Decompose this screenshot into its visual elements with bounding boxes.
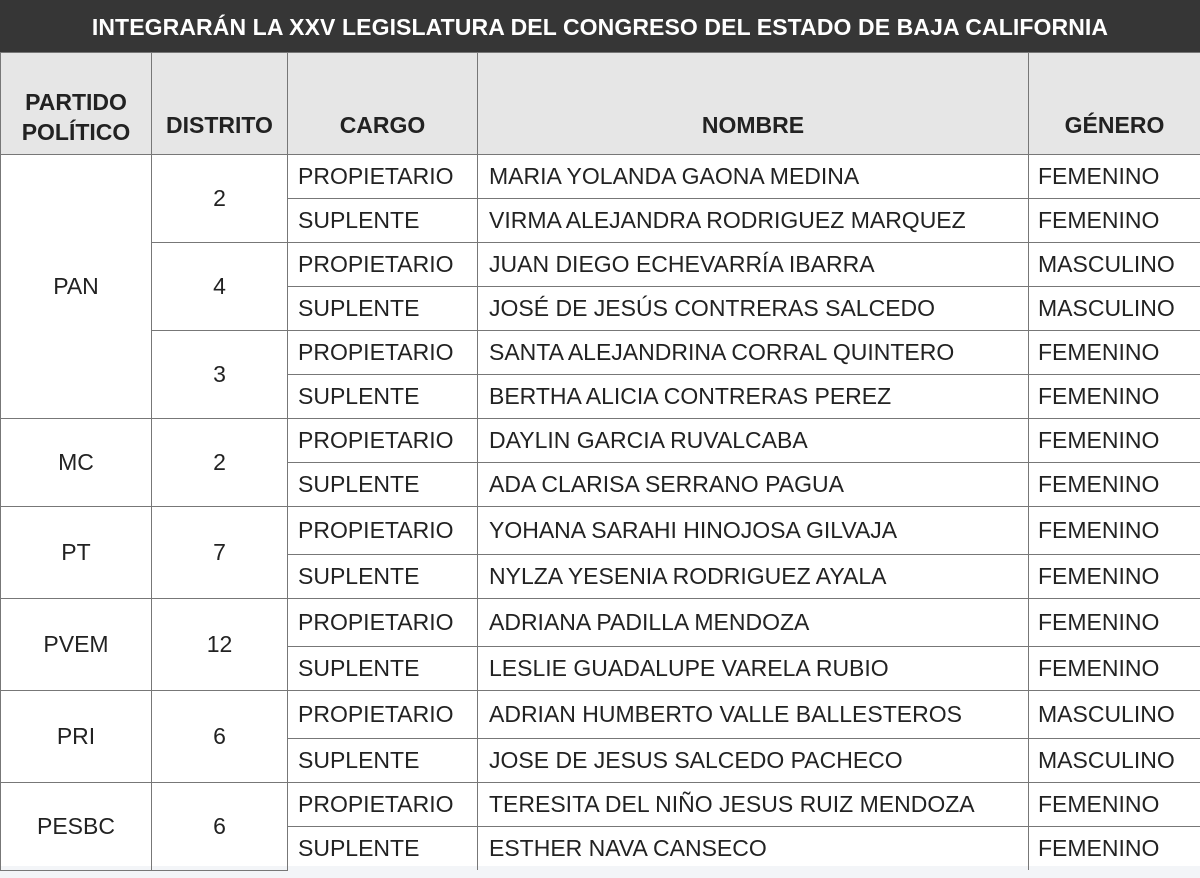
cargo-cell: SUPLENTE	[288, 555, 478, 599]
header-party-line1: PARTIDO	[25, 89, 127, 115]
table-row	[1, 691, 1200, 739]
cargo-cell: SUPLENTE	[288, 827, 478, 871]
name-cell: YOHANA SARAHI HINOJOSA GILVAJA	[478, 507, 1029, 555]
gender-cell: MASCULINO	[1029, 287, 1200, 331]
party-cell: PT	[1, 507, 152, 599]
header-row	[1, 53, 1200, 155]
header-name: NOMBRE	[478, 53, 1029, 155]
party-cell: PVEM	[1, 599, 152, 691]
name-cell: SANTA ALEJANDRINA CORRAL QUINTERO	[478, 331, 1029, 375]
table-row	[1, 155, 1200, 199]
gender-cell: FEMENINO	[1029, 375, 1200, 419]
name-cell: JOSÉ DE JESÚS CONTRERAS SALCEDO	[478, 287, 1029, 331]
district-cell: 4	[152, 243, 288, 331]
gender-cell: FEMENINO	[1029, 599, 1200, 647]
name-cell: LESLIE GUADALUPE VARELA RUBIO	[478, 647, 1029, 691]
name-cell: TERESITA DEL NIÑO JESUS RUIZ MENDOZA	[478, 783, 1029, 827]
name-cell: JUAN DIEGO ECHEVARRÍA IBARRA	[478, 243, 1029, 287]
gender-cell: FEMENINO	[1029, 507, 1200, 555]
party-cell: MC	[1, 419, 152, 507]
gender-cell: FEMENINO	[1029, 155, 1200, 199]
table-row	[1, 507, 1200, 555]
cargo-cell: SUPLENTE	[288, 739, 478, 783]
gender-cell: MASCULINO	[1029, 243, 1200, 287]
gender-cell: FEMENINO	[1029, 647, 1200, 691]
gender-cell: FEMENINO	[1029, 827, 1200, 871]
table-row	[1, 783, 1200, 827]
gender-cell: MASCULINO	[1029, 739, 1200, 783]
table-body	[1, 155, 1200, 871]
name-cell: MARIA YOLANDA GAONA MEDINA	[478, 155, 1029, 199]
district-cell: 12	[152, 599, 288, 691]
gender-cell: FEMENINO	[1029, 331, 1200, 375]
gender-cell: FEMENINO	[1029, 199, 1200, 243]
district-cell: 6	[152, 691, 288, 783]
table-row	[1, 243, 1200, 287]
district-cell: 2	[152, 155, 288, 243]
name-cell: DAYLIN GARCIA RUVALCABA	[478, 419, 1029, 463]
name-cell: ADA CLARISA SERRANO PAGUA	[478, 463, 1029, 507]
name-cell: ADRIANA PADILLA MENDOZA	[478, 599, 1029, 647]
name-cell: ADRIAN HUMBERTO VALLE BALLESTEROS	[478, 691, 1029, 739]
cargo-cell: SUPLENTE	[288, 287, 478, 331]
cargo-cell: PROPIETARIO	[288, 783, 478, 827]
party-cell: PESBC	[1, 783, 152, 871]
gender-cell: FEMENINO	[1029, 419, 1200, 463]
table-row	[1, 419, 1200, 463]
district-cell: 2	[152, 419, 288, 507]
party-cell: PAN	[1, 155, 152, 419]
name-cell: JOSE DE JESUS SALCEDO PACHECO	[478, 739, 1029, 783]
name-cell: BERTHA ALICIA CONTRERAS PEREZ	[478, 375, 1029, 419]
district-cell: 3	[152, 331, 288, 419]
cargo-cell: PROPIETARIO	[288, 599, 478, 647]
name-cell: VIRMA ALEJANDRA RODRIGUEZ MARQUEZ	[478, 199, 1029, 243]
district-cell: 7	[152, 507, 288, 599]
header-gender: GÉNERO	[1029, 53, 1200, 155]
header-party	[1, 53, 152, 155]
table-title: INTEGRARÁN LA XXV LEGISLATURA DEL CONGRESO DEL ESTADO DE BAJA CALIFORNIA	[0, 0, 1200, 52]
cargo-cell: PROPIETARIO	[288, 507, 478, 555]
cargo-cell: SUPLENTE	[288, 647, 478, 691]
header-district: DISTRITO	[152, 53, 288, 155]
cargo-cell: PROPIETARIO	[288, 331, 478, 375]
name-cell: ESTHER NAVA CANSECO	[478, 827, 1029, 871]
party-cell: PRI	[1, 691, 152, 783]
gender-cell: MASCULINO	[1029, 691, 1200, 739]
name-cell: NYLZA YESENIA RODRIGUEZ AYALA	[478, 555, 1029, 599]
cargo-cell: SUPLENTE	[288, 199, 478, 243]
header-party-line2: POLÍTICO	[21, 119, 131, 145]
cargo-cell: SUPLENTE	[288, 375, 478, 419]
header-cargo: CARGO	[288, 53, 478, 155]
table-row	[1, 599, 1200, 647]
cargo-cell: PROPIETARIO	[288, 243, 478, 287]
cargo-cell: PROPIETARIO	[288, 155, 478, 199]
table-row	[1, 331, 1200, 375]
gender-cell: FEMENINO	[1029, 783, 1200, 827]
cargo-cell: SUPLENTE	[288, 463, 478, 507]
gender-cell: FEMENINO	[1029, 463, 1200, 507]
cargo-cell: PROPIETARIO	[288, 419, 478, 463]
cargo-cell: PROPIETARIO	[288, 691, 478, 739]
legislature-table	[0, 52, 1200, 871]
district-cell: 6	[152, 783, 288, 871]
gender-cell: FEMENINO	[1029, 555, 1200, 599]
